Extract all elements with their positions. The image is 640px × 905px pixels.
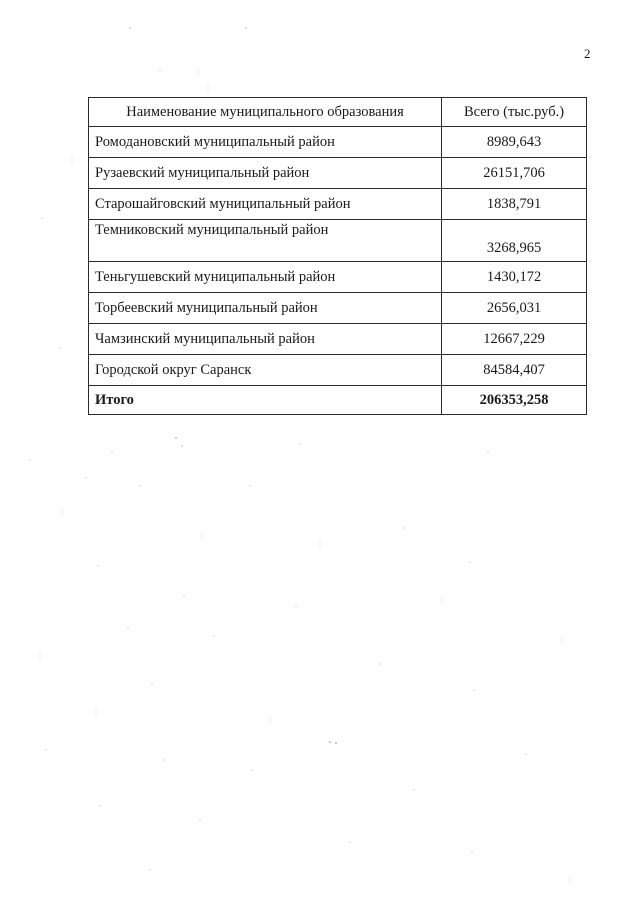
- row-name-cell: Рузаевский муниципальный район: [89, 158, 442, 189]
- row-total-cell: 1430,172: [442, 262, 587, 293]
- row-total-cell: 84584,407: [442, 355, 587, 386]
- total-value-cell: 206353,258: [442, 386, 587, 415]
- page-number: 2: [584, 46, 591, 61]
- row-total-cell: 2656,031: [442, 293, 587, 324]
- row-total-cell: 1838,791: [442, 189, 587, 220]
- column-header-name: Наименование муниципального образования: [89, 98, 442, 127]
- column-header-total: Всего (тыс.руб.): [442, 98, 587, 127]
- table-row: [89, 324, 587, 355]
- row-total-cell: 8989,643: [442, 127, 587, 158]
- row-name-cell: Городской округ Саранск: [89, 355, 442, 386]
- row-total-cell: 12667,229: [442, 324, 587, 355]
- row-name-cell: Старошайговский муниципальный район: [89, 189, 442, 220]
- row-total-cell: 3268,965: [442, 220, 587, 262]
- table-row: [89, 293, 587, 324]
- table-total-row: [89, 386, 587, 415]
- table-row: [89, 127, 587, 158]
- table-row: [89, 262, 587, 293]
- allocation-table: [88, 97, 587, 415]
- row-total-cell: 26151,706: [442, 158, 587, 189]
- row-name-cell: Темниковский муниципальный район: [89, 220, 442, 262]
- table-header-row: [89, 98, 587, 127]
- total-label-cell: Итого: [89, 386, 442, 415]
- row-name-cell: Торбеевский муниципальный район: [89, 293, 442, 324]
- table-row: [89, 220, 587, 262]
- row-name-cell: Теньгушевский муниципальный район: [89, 262, 442, 293]
- row-name-cell: Чамзинский муниципальный район: [89, 324, 442, 355]
- table-row: [89, 355, 587, 386]
- table-row: [89, 158, 587, 189]
- table-row: [89, 189, 587, 220]
- row-name-cell: Ромодановский муниципальный район: [89, 127, 442, 158]
